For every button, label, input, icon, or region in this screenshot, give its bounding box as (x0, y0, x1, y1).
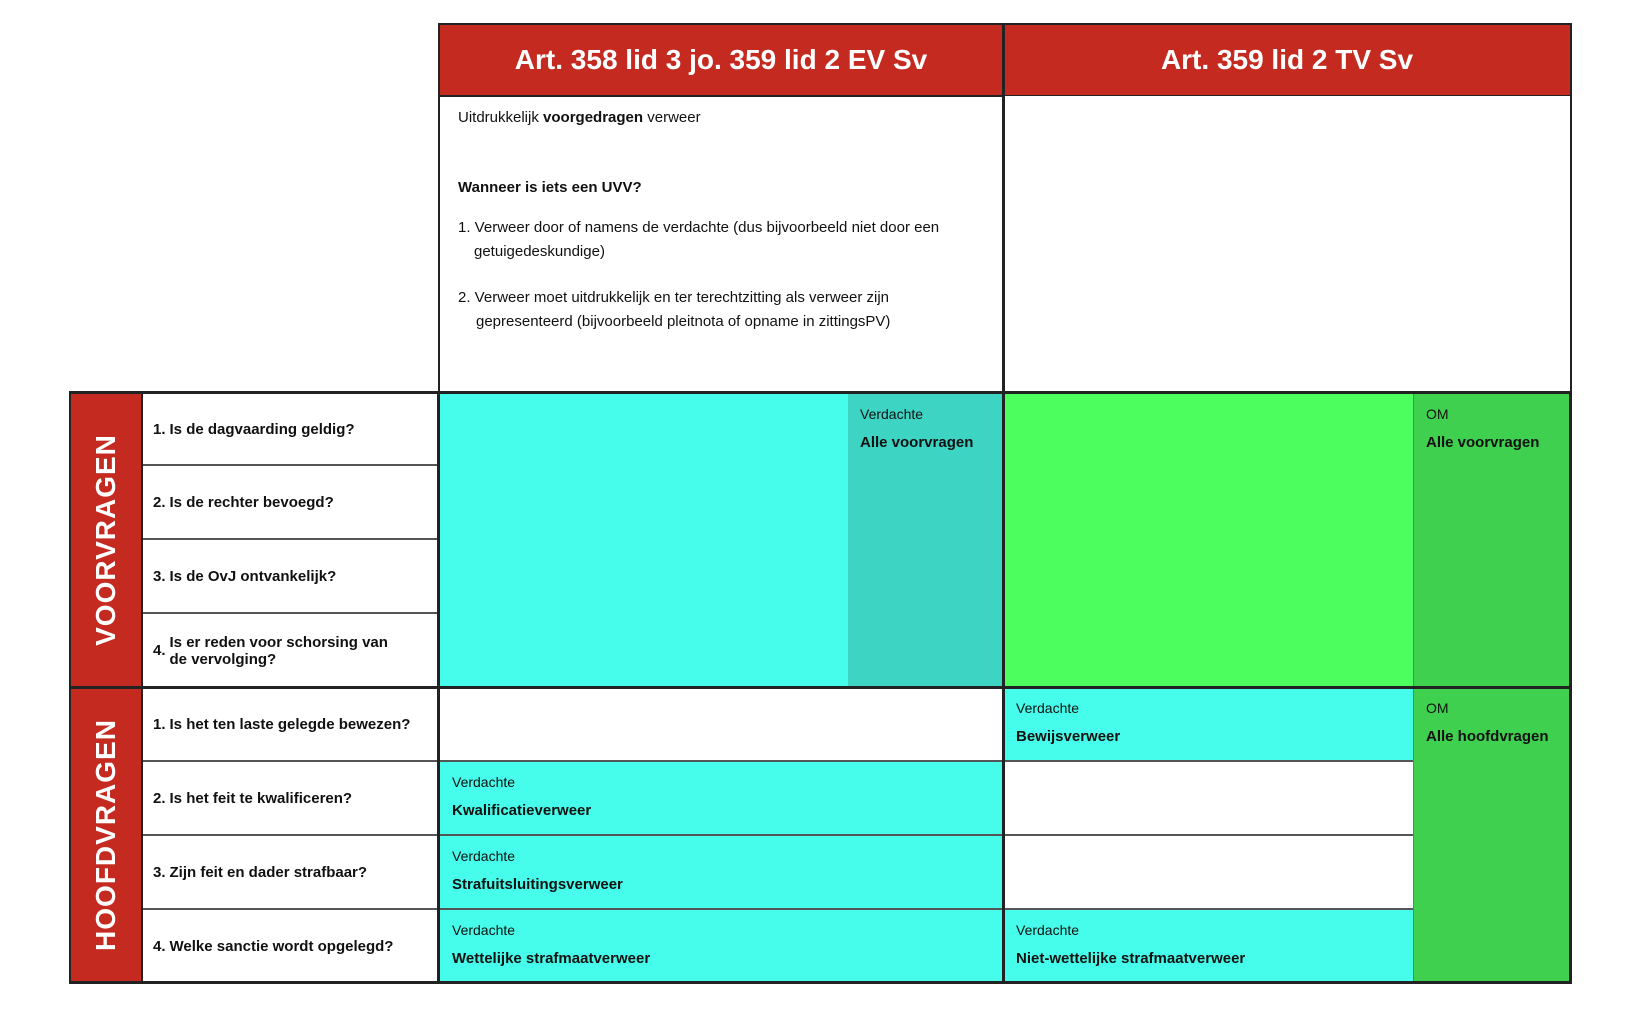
tv-h2-empty (1004, 762, 1413, 836)
uvv-criterion-2: 2. Verweer moet uitdrukkelijk en ter terechtzitting als verweer zijn gepresenteerd (bijvoorbeeld pleitnota of opname in zittingsPV) (458, 289, 891, 330)
ev-voorvragen-area (440, 394, 848, 687)
header-ev (438, 23, 1004, 97)
uvv-intro (438, 96, 1004, 394)
tv-h1-cell: Verdachte Bewijsverweer (1004, 688, 1413, 762)
section-voorvragen-label: VOORVRAGEN (90, 434, 121, 646)
section-hoofdvragen-label: HOOFDVRAGEN (90, 719, 121, 951)
divider (69, 686, 1572, 689)
hoofdvraag-2: 2. Is het feit te kwalificeren? (143, 762, 438, 836)
section-hoofdvragen (69, 686, 143, 984)
section-voorvragen (69, 392, 143, 688)
ev-h3-cell: Verdachte Strafuitsluitingsverweer (440, 836, 1003, 910)
voorvraag-2: 2. Is de rechter bevoegd? (143, 466, 438, 540)
uvv-question: Wanneer is iets een UVV? (458, 179, 642, 196)
uvv-title: Uitdrukkelijk voorgedragen verweer (458, 109, 701, 126)
divider (69, 391, 1572, 394)
ev-h1-empty (440, 688, 1003, 762)
hoofdvraag-1: 1. Is het ten laste gelegde bewezen? (143, 688, 438, 762)
header-tv-label: Art. 359 lid 2 TV Sv (1160, 44, 1414, 75)
header-ev-label: Art. 358 lid 3 jo. 359 lid 2 EV Sv (514, 44, 928, 75)
ev-h2-cell: Verdachte Kwalificatieverweer (440, 762, 1003, 836)
hoofdvraag-3: 3. Zijn feit en dader strafbaar? (143, 836, 438, 910)
tv-intro-empty (1002, 96, 1572, 394)
hoofdvraag-4: 4. Welke sanctie wordt opgelegd? (143, 910, 438, 982)
divider (437, 392, 440, 984)
divider (1569, 392, 1572, 984)
header-tv (1002, 23, 1572, 97)
divider (1002, 23, 1005, 984)
voorvraag-1: 1. Is de dagvaarding geldig? (143, 394, 438, 466)
ev-voorvragen-cell: Verdachte Alle voorvragen (848, 394, 1003, 687)
voorvraag-3: 3. Is de OvJ ontvankelijk? (143, 540, 438, 614)
uvv-criterion-1: 1. Verweer door of namens de verdachte (dus bijvoorbeeld niet door een getuigedeskundige) (458, 219, 940, 260)
ev-h4-cell: Verdachte Wettelijke strafmaatverweer (440, 910, 1003, 982)
tv-h4-cell: Verdachte Niet-wettelijke strafmaatverweer (1004, 910, 1413, 982)
tv-hoofdvragen-om-cell: OM Alle hoofdvragen (1413, 688, 1570, 982)
tv-voorvragen-area (1004, 394, 1413, 687)
voorvraag-4: 4. Is er reden voor schorsing van de vervolging? (143, 614, 438, 687)
tv-voorvragen-cell: OM Alle voorvragen (1413, 394, 1570, 687)
tv-h3-empty (1004, 836, 1413, 910)
divider (69, 981, 1572, 984)
